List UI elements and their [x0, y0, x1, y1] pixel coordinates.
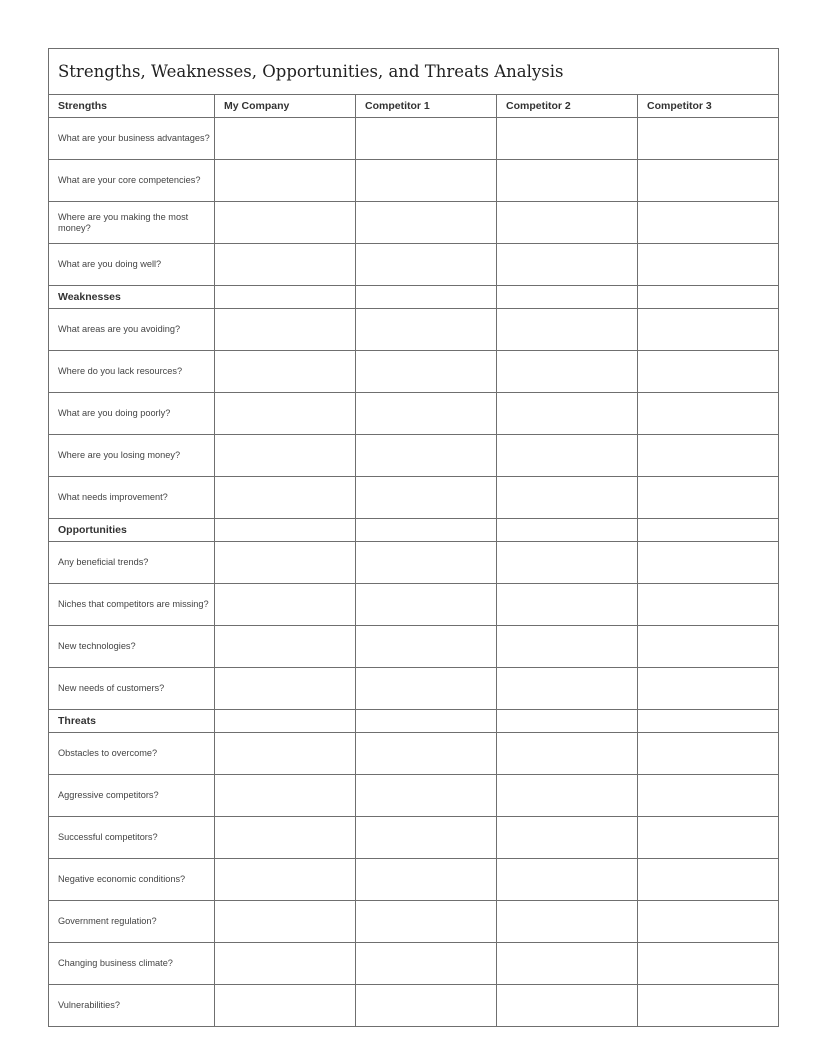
table-row — [49, 943, 779, 985]
answer-cell-competitor-1[interactable] — [356, 393, 497, 435]
section-header-blank-cell — [638, 286, 779, 309]
answer-cell-competitor-2[interactable] — [497, 160, 638, 202]
answer-cell-competitor-3[interactable] — [638, 985, 779, 1027]
answer-cell-competitor-2[interactable] — [497, 584, 638, 626]
answer-cell-my-company[interactable] — [215, 244, 356, 286]
answer-cell-competitor-3[interactable] — [638, 733, 779, 775]
answer-cell-my-company[interactable] — [215, 859, 356, 901]
answer-cell-competitor-3[interactable] — [638, 542, 779, 584]
answer-cell-competitor-2[interactable] — [497, 202, 638, 244]
section-heading: Weaknesses — [49, 286, 215, 309]
question-cell: Negative economic conditions? — [49, 859, 215, 901]
answer-cell-my-company[interactable] — [215, 817, 356, 859]
answer-cell-competitor-3[interactable] — [638, 118, 779, 160]
section-header-row-strengths — [49, 95, 779, 118]
question-cell: New technologies? — [49, 626, 215, 668]
answer-cell-my-company[interactable] — [215, 477, 356, 519]
table-row — [49, 859, 779, 901]
answer-cell-competitor-2[interactable] — [497, 733, 638, 775]
table-row — [49, 202, 779, 244]
question-cell: Vulnerabilities? — [49, 985, 215, 1027]
answer-cell-competitor-2[interactable] — [497, 309, 638, 351]
answer-cell-my-company[interactable] — [215, 309, 356, 351]
answer-cell-competitor-3[interactable] — [638, 351, 779, 393]
section-header-blank-cell — [215, 710, 356, 733]
answer-cell-competitor-2[interactable] — [497, 626, 638, 668]
answer-cell-competitor-2[interactable] — [497, 477, 638, 519]
section-header-blank-cell — [497, 710, 638, 733]
answer-cell-competitor-3[interactable] — [638, 244, 779, 286]
answer-cell-competitor-1[interactable] — [356, 118, 497, 160]
column-header-competitor-2: Competitor 2 — [497, 95, 638, 118]
question-cell: New needs of customers? — [49, 668, 215, 710]
answer-cell-competitor-2[interactable] — [497, 542, 638, 584]
section-header-blank-cell — [215, 519, 356, 542]
column-header-my-company: My Company — [215, 95, 356, 118]
answer-cell-competitor-1[interactable] — [356, 309, 497, 351]
answer-cell-my-company[interactable] — [215, 626, 356, 668]
section-heading: Opportunities — [49, 519, 215, 542]
answer-cell-competitor-1[interactable] — [356, 859, 497, 901]
swot-analysis-table — [48, 48, 779, 1027]
answer-cell-competitor-1[interactable] — [356, 244, 497, 286]
answer-cell-competitor-3[interactable] — [638, 393, 779, 435]
answer-cell-my-company[interactable] — [215, 733, 356, 775]
table-row — [49, 351, 779, 393]
table-row — [49, 668, 779, 710]
question-cell: What are your business advantages? — [49, 118, 215, 160]
answer-cell-competitor-3[interactable] — [638, 626, 779, 668]
answer-cell-competitor-1[interactable] — [356, 477, 497, 519]
table-row — [49, 393, 779, 435]
table-row — [49, 477, 779, 519]
answer-cell-competitor-2[interactable] — [497, 901, 638, 943]
section-header-blank-cell — [497, 519, 638, 542]
answer-cell-my-company[interactable] — [215, 160, 356, 202]
table-row — [49, 626, 779, 668]
answer-cell-competitor-3[interactable] — [638, 435, 779, 477]
answer-cell-my-company[interactable] — [215, 985, 356, 1027]
answer-cell-my-company[interactable] — [215, 202, 356, 244]
section-heading: Threats — [49, 710, 215, 733]
question-cell: Any beneficial trends? — [49, 542, 215, 584]
question-cell: What areas are you avoiding? — [49, 309, 215, 351]
table-row — [49, 160, 779, 202]
answer-cell-competitor-1[interactable] — [356, 584, 497, 626]
question-cell: Successful competitors? — [49, 817, 215, 859]
table-row — [49, 118, 779, 160]
answer-cell-competitor-2[interactable] — [497, 859, 638, 901]
answer-cell-competitor-1[interactable] — [356, 775, 497, 817]
table-row — [49, 542, 779, 584]
table-row — [49, 584, 779, 626]
table-row — [49, 775, 779, 817]
section-header-blank-cell — [356, 710, 497, 733]
column-header-competitor-3: Competitor 3 — [638, 95, 779, 118]
title-row — [49, 49, 779, 95]
answer-cell-competitor-3[interactable] — [638, 859, 779, 901]
answer-cell-competitor-3[interactable] — [638, 901, 779, 943]
answer-cell-competitor-2[interactable] — [497, 351, 638, 393]
answer-cell-competitor-2[interactable] — [497, 817, 638, 859]
answer-cell-competitor-1[interactable] — [356, 351, 497, 393]
answer-cell-competitor-2[interactable] — [497, 668, 638, 710]
section-header-row-opportunities — [49, 519, 779, 542]
answer-cell-competitor-3[interactable] — [638, 817, 779, 859]
table-row — [49, 817, 779, 859]
answer-cell-competitor-2[interactable] — [497, 775, 638, 817]
section-header-blank-cell — [638, 710, 779, 733]
answer-cell-my-company[interactable] — [215, 118, 356, 160]
section-header-row-threats — [49, 710, 779, 733]
answer-cell-competitor-3[interactable] — [638, 160, 779, 202]
page-title: Strengths, Weaknesses, Opportunities, and Threats Analysis — [49, 49, 779, 95]
answer-cell-competitor-3[interactable] — [638, 584, 779, 626]
question-cell: What needs improvement? — [49, 477, 215, 519]
answer-cell-competitor-1[interactable] — [356, 542, 497, 584]
answer-cell-competitor-1[interactable] — [356, 985, 497, 1027]
answer-cell-competitor-1[interactable] — [356, 733, 497, 775]
answer-cell-competitor-3[interactable] — [638, 943, 779, 985]
question-cell: Aggressive competitors? — [49, 775, 215, 817]
table-row — [49, 901, 779, 943]
table-row — [49, 309, 779, 351]
answer-cell-competitor-3[interactable] — [638, 477, 779, 519]
answer-cell-my-company[interactable] — [215, 435, 356, 477]
question-cell: What are your core competencies? — [49, 160, 215, 202]
answer-cell-competitor-2[interactable] — [497, 943, 638, 985]
question-cell: Where are you making the most money? — [49, 202, 215, 244]
answer-cell-my-company[interactable] — [215, 901, 356, 943]
section-header-blank-cell — [638, 519, 779, 542]
answer-cell-competitor-1[interactable] — [356, 202, 497, 244]
question-cell: Changing business climate? — [49, 943, 215, 985]
table-row — [49, 244, 779, 286]
question-cell: What are you doing well? — [49, 244, 215, 286]
answer-cell-competitor-1[interactable] — [356, 817, 497, 859]
table-row — [49, 985, 779, 1027]
section-header-blank-cell — [215, 286, 356, 309]
answer-cell-competitor-1[interactable] — [356, 901, 497, 943]
answer-cell-competitor-3[interactable] — [638, 775, 779, 817]
table-row — [49, 733, 779, 775]
question-cell: Where do you lack resources? — [49, 351, 215, 393]
section-header-blank-cell — [497, 286, 638, 309]
question-cell: What are you doing poorly? — [49, 393, 215, 435]
answer-cell-competitor-3[interactable] — [638, 202, 779, 244]
answer-cell-my-company[interactable] — [215, 393, 356, 435]
answer-cell-competitor-1[interactable] — [356, 435, 497, 477]
answer-cell-competitor-2[interactable] — [497, 985, 638, 1027]
question-cell: Obstacles to overcome? — [49, 733, 215, 775]
question-cell: Government regulation? — [49, 901, 215, 943]
table-row — [49, 435, 779, 477]
section-heading: Strengths — [49, 95, 215, 118]
answer-cell-my-company[interactable] — [215, 943, 356, 985]
section-header-row-weaknesses — [49, 286, 779, 309]
answer-cell-my-company[interactable] — [215, 668, 356, 710]
answer-cell-competitor-3[interactable] — [638, 309, 779, 351]
answer-cell-competitor-2[interactable] — [497, 393, 638, 435]
answer-cell-competitor-2[interactable] — [497, 118, 638, 160]
answer-cell-competitor-2[interactable] — [497, 435, 638, 477]
answer-cell-competitor-1[interactable] — [356, 943, 497, 985]
question-cell: Niches that competitors are missing? — [49, 584, 215, 626]
answer-cell-competitor-3[interactable] — [638, 668, 779, 710]
answer-cell-my-company[interactable] — [215, 775, 356, 817]
section-header-blank-cell — [356, 519, 497, 542]
answer-cell-competitor-1[interactable] — [356, 160, 497, 202]
answer-cell-my-company[interactable] — [215, 351, 356, 393]
question-cell: Where are you losing money? — [49, 435, 215, 477]
section-header-blank-cell — [356, 286, 497, 309]
answer-cell-competitor-1[interactable] — [356, 626, 497, 668]
answer-cell-competitor-2[interactable] — [497, 244, 638, 286]
answer-cell-my-company[interactable] — [215, 584, 356, 626]
answer-cell-competitor-1[interactable] — [356, 668, 497, 710]
table-body — [49, 49, 779, 1027]
column-header-competitor-1: Competitor 1 — [356, 95, 497, 118]
answer-cell-my-company[interactable] — [215, 542, 356, 584]
